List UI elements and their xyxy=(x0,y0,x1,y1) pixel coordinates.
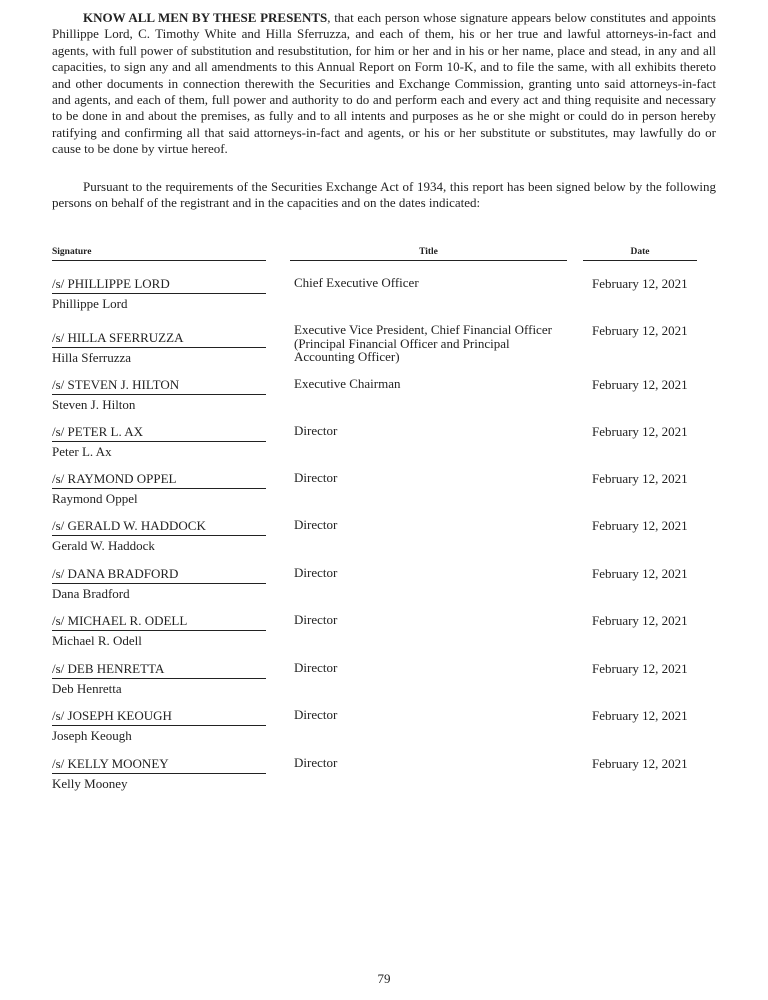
signature-line: /s/ PETER L. AX xyxy=(52,424,266,442)
signature-date: February 12, 2021 xyxy=(592,661,688,676)
signer-title: Director xyxy=(294,423,338,438)
signature-line: /s/ STEVEN J. HILTON xyxy=(52,377,266,395)
signer-title: Chief Executive Officer xyxy=(294,275,419,290)
signer-title: Director xyxy=(294,470,338,485)
signer-name: Gerald W. Haddock xyxy=(52,538,155,553)
signature-date: February 12, 2021 xyxy=(592,613,688,628)
signature-date: February 12, 2021 xyxy=(592,471,688,486)
signature-date: February 12, 2021 xyxy=(592,323,688,338)
signer-name: Dana Bradford xyxy=(52,586,130,601)
signer-name: Peter L. Ax xyxy=(52,444,112,459)
signer-name: Deb Henretta xyxy=(52,681,122,696)
signer-name: Phillippe Lord xyxy=(52,296,128,311)
page-number: 79 xyxy=(377,971,391,986)
signature-date: February 12, 2021 xyxy=(592,566,688,581)
signature-line: /s/ GERALD W. HADDOCK xyxy=(52,518,266,536)
signature-date: February 12, 2021 xyxy=(592,756,688,771)
signature-date: February 12, 2021 xyxy=(592,276,688,291)
signer-name: Hilla Sferruzza xyxy=(52,350,132,365)
signer-name: Joseph Keough xyxy=(52,728,132,743)
signer-title: Director xyxy=(294,565,338,580)
signature-line: /s/ JOSEPH KEOUGH xyxy=(52,708,266,726)
title-column-header: Title xyxy=(290,247,567,261)
date-column-header: Date xyxy=(583,247,697,261)
signature-column-header: Signature xyxy=(52,247,266,261)
power-of-attorney-paragraph xyxy=(52,10,716,158)
pursuant-text: Pursuant to the requirements of the Securities Exchange Act of 1934, this report has been signed below by the following persons on behalf of the registrant and in the capacities and on the dates indicated: xyxy=(52,179,716,211)
signer-title: Director xyxy=(294,755,338,770)
power-of-attorney-lead: KNOW ALL MEN BY THESE PRESENTS xyxy=(83,10,328,25)
signer-title: Executive Chairman xyxy=(294,376,401,391)
signer-title: Director xyxy=(294,660,338,675)
signer-title: Director xyxy=(294,517,338,532)
signer-name: Raymond Oppel xyxy=(52,491,138,506)
signer-title: Director xyxy=(294,707,338,722)
signature-line: /s/ DEB HENRETTA xyxy=(52,661,266,679)
signature-line: /s/ RAYMOND OPPEL xyxy=(52,471,266,489)
signature-line: /s/ KELLY MOONEY xyxy=(52,756,266,774)
power-of-attorney-text: , that each person whose signature appears below constitutes and appoints Phillippe Lord, C. Timothy White and Hilla Sferruzza, and each of them, his or her true and lawful attorneys-in-fact and agents, with full power of substitution and resubstitution, for him or her and in his or her name, place and stead, in any and all capacities, to sign any and all amendments to this Annual Report on Form 10-K, and to file the same, with all exhibits thereto and other documents in connection therewith the Securities and Exchange Commission, granting unto said attorneys-in-fact and agents, and each of them, full power and authority to do and perform each and every act and thing requisite and necessary to be done in and about the premises, as fully and to all intents and purposes as he or she might or could do in person hereby ratifying and confirming all that said attorneys-in-fact and agents, or his or her substitute or substitutes, may lawfully do or cause to be done by virtue hereof. xyxy=(52,10,716,157)
signature-date: February 12, 2021 xyxy=(592,518,688,533)
signer-name: Michael R. Odell xyxy=(52,633,142,648)
signature-line: /s/ MICHAEL R. ODELL xyxy=(52,613,266,631)
signature-line: /s/ PHILLIPPE LORD xyxy=(52,276,266,294)
pursuant-paragraph xyxy=(52,179,716,212)
signature-date: February 12, 2021 xyxy=(592,424,688,439)
signature-line: /s/ DANA BRADFORD xyxy=(52,566,266,584)
signer-name: Kelly Mooney xyxy=(52,776,128,791)
signature-line: /s/ HILLA SFERRUZZA xyxy=(52,330,266,348)
signer-title: Director xyxy=(294,612,338,627)
signer-title: Executive Vice President, Chief Financial Officer (Principal Financial Officer and Principal Accounting Officer) xyxy=(294,322,552,364)
signature-date: February 12, 2021 xyxy=(592,377,688,392)
signature-date: February 12, 2021 xyxy=(592,708,688,723)
signer-name: Steven J. Hilton xyxy=(52,397,136,412)
